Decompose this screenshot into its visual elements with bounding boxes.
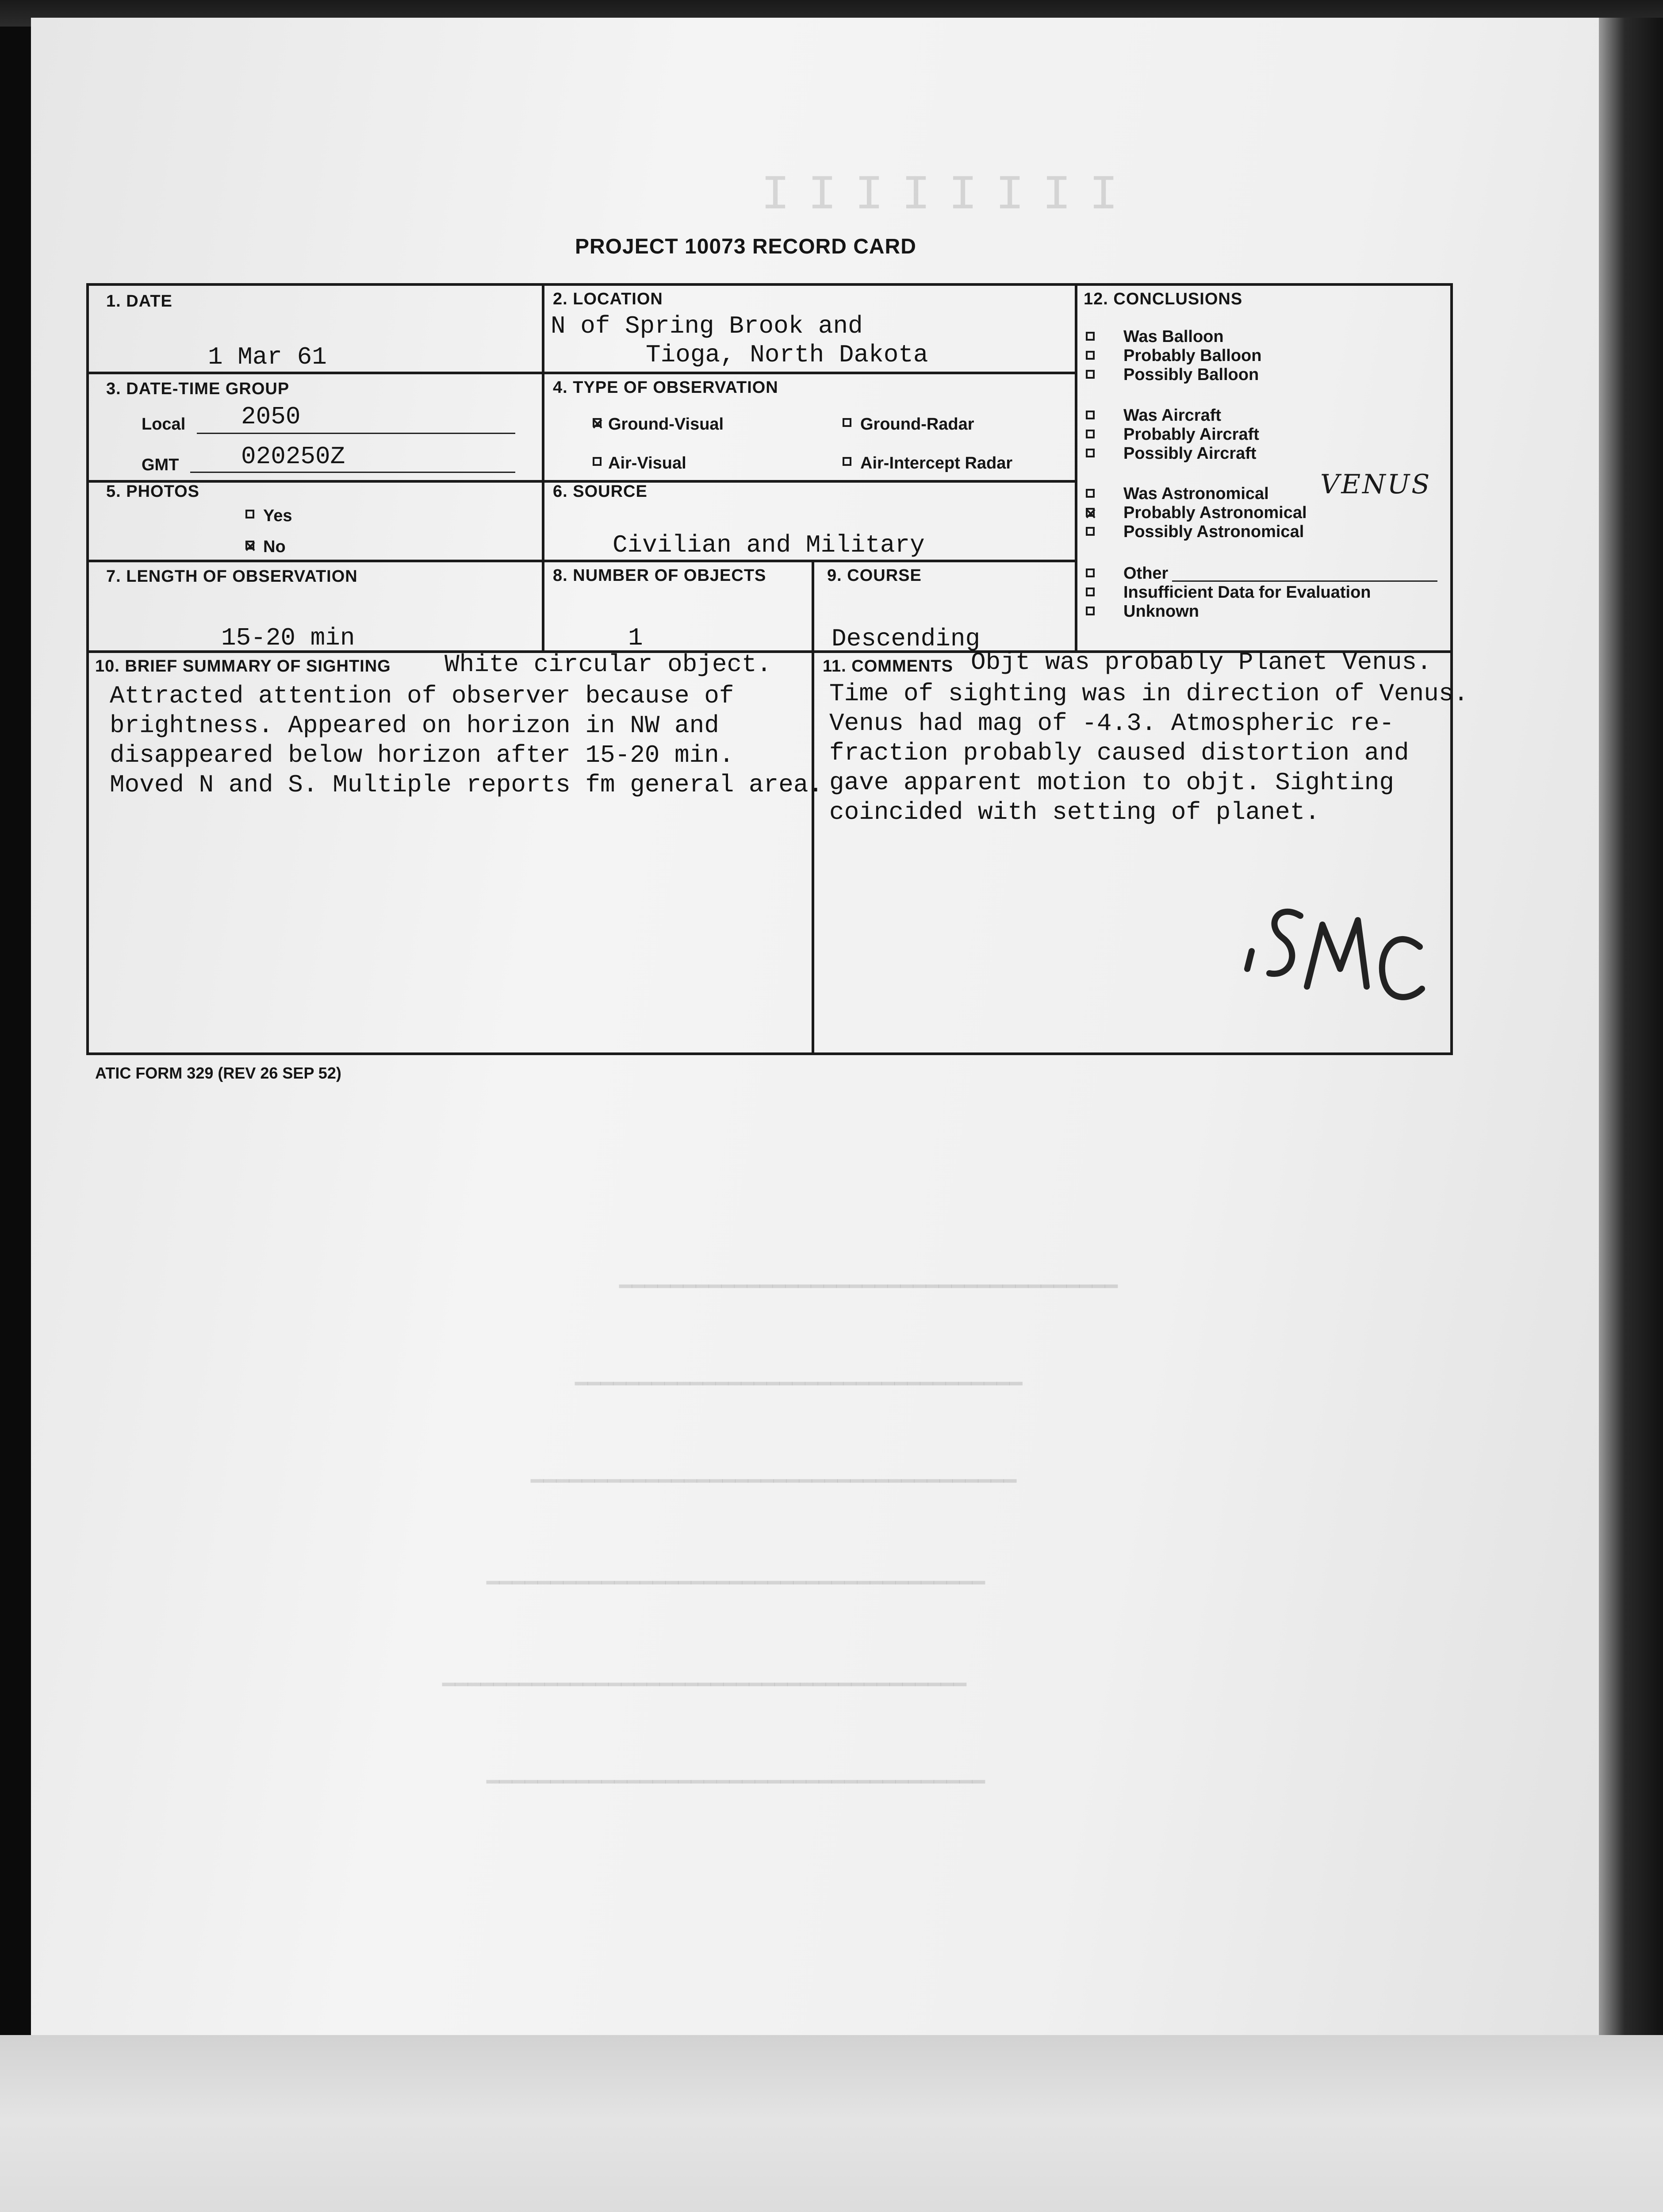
length-of-observation-label: 7. LENGTH OF OBSERVATION bbox=[106, 567, 358, 586]
other-checkbox[interactable] bbox=[1086, 568, 1095, 577]
source-value: Civilian and Military bbox=[613, 531, 925, 559]
bleed-through-text: ━━━━━━━━━━━━━━━━━━━━━━━━━━━━━━━━━━━━━━━━━ bbox=[442, 1674, 966, 1698]
ground-radar-label: Ground-Radar bbox=[860, 415, 974, 434]
ground-visual-label: Ground-Visual bbox=[608, 415, 724, 434]
unknown-label: Unknown bbox=[1123, 602, 1199, 621]
possibly-aircraft-checkbox[interactable] bbox=[1086, 449, 1095, 457]
probably-aircraft-label: Probably Aircraft bbox=[1123, 425, 1259, 444]
gmt-time-value: 020250Z bbox=[241, 442, 345, 471]
insufficient-data-label: Insufficient Data for Evaluation bbox=[1123, 583, 1371, 602]
air-visual-checkbox[interactable] bbox=[593, 457, 602, 466]
other-label: Other bbox=[1123, 564, 1169, 583]
comments-line: Time of sighting was in direction of Venus. bbox=[829, 680, 1469, 708]
was-balloon-label: Was Balloon bbox=[1123, 327, 1224, 346]
possibly-astronomical-label: Possibly Astronomical bbox=[1123, 522, 1304, 541]
possibly-balloon-label: Possibly Balloon bbox=[1123, 365, 1259, 384]
gmt-underline bbox=[190, 472, 515, 473]
was-aircraft-checkbox[interactable] bbox=[1086, 411, 1095, 419]
probably-balloon-label: Probably Balloon bbox=[1123, 346, 1262, 365]
unknown-checkbox[interactable] bbox=[1086, 607, 1095, 615]
bleed-through-text: ━━━━━━━━━━━━━━━━━━━━━━━━━━━━━━━━━━━━━━ bbox=[531, 1471, 1017, 1495]
summary-line: Attracted attention of observer because of bbox=[110, 682, 734, 710]
air-intercept-radar-checkbox[interactable] bbox=[843, 457, 851, 466]
date-time-group-label: 3. DATE-TIME GROUP bbox=[106, 380, 290, 398]
course-value: Descending bbox=[832, 625, 981, 653]
photos-yes-label: Yes bbox=[263, 507, 292, 525]
insufficient-data-checkbox[interactable] bbox=[1086, 588, 1095, 596]
photos-yes-checkbox[interactable] bbox=[245, 510, 254, 518]
air-intercept-radar-label: Air-Intercept Radar bbox=[860, 454, 1013, 472]
was-astronomical-checkbox[interactable] bbox=[1086, 489, 1095, 498]
ground-radar-checkbox[interactable] bbox=[843, 418, 851, 427]
comments-first-line: Objt was probably Planet Venus. bbox=[971, 648, 1432, 676]
location-line2: Tioga, North Dakota bbox=[646, 341, 928, 369]
possibly-astronomical-checkbox[interactable] bbox=[1086, 527, 1095, 536]
course-label: 9. COURSE bbox=[827, 566, 922, 585]
summary-label: 10. BRIEF SUMMARY OF SIGHTING bbox=[95, 657, 391, 676]
summary-line: brightness. Appeared on horizon in NW and bbox=[110, 711, 719, 740]
rule bbox=[86, 372, 1077, 374]
photos-no-label: No bbox=[263, 538, 286, 556]
was-aircraft-label: Was Aircraft bbox=[1123, 406, 1222, 425]
bleed-through-text: ━━━━━━━━━━━━━━━━━━━━━━━━━━━━━━━━━━━━━━━ bbox=[487, 1573, 985, 1597]
summary-line: disappeared below horizon after 15-20 min. bbox=[110, 741, 734, 769]
summary-first-line: White circular object. bbox=[444, 650, 772, 679]
location-line1: N of Spring Brook and bbox=[551, 312, 863, 340]
comments-line: gave apparent motion to objt. Sighting bbox=[829, 768, 1395, 797]
date-label: 1. DATE bbox=[106, 292, 172, 311]
was-balloon-checkbox[interactable] bbox=[1086, 332, 1095, 341]
possibly-balloon-checkbox[interactable] bbox=[1086, 370, 1095, 379]
photos-no-checkbox[interactable] bbox=[245, 541, 254, 549]
local-time-value: 2050 bbox=[241, 403, 301, 431]
probably-astronomical-label: Probably Astronomical bbox=[1123, 503, 1307, 522]
gmt-label: GMT bbox=[142, 456, 179, 474]
probably-balloon-checkbox[interactable] bbox=[1086, 351, 1095, 360]
page-edge-shadow bbox=[1599, 18, 1663, 2035]
film-lower-band bbox=[0, 2035, 1663, 2212]
rule bbox=[542, 283, 544, 653]
photos-label: 5. PHOTOS bbox=[106, 482, 200, 501]
form-id: ATIC FORM 329 (REV 26 SEP 52) bbox=[95, 1064, 341, 1082]
bleed-through-text: ━━━━━━━━━━━━━━━━━━━━━━━━━━━━━━━━━━━ bbox=[575, 1374, 1023, 1398]
rule bbox=[812, 562, 814, 1055]
air-visual-label: Air-Visual bbox=[608, 454, 686, 472]
source-label: 6. SOURCE bbox=[553, 482, 648, 501]
comments-line: fraction probably caused distortion and bbox=[829, 739, 1409, 767]
type-of-observation-label: 4. TYPE OF OBSERVATION bbox=[553, 378, 778, 397]
bleed-through-text: ━━━━━━━━━━━━━━━━━━━━━━━━━━━━━━━━━━━━━━━ bbox=[487, 1772, 985, 1796]
comments-line: Venus had mag of -4.3. Atmospheric re- bbox=[829, 709, 1395, 737]
bleed-through-text: ━━━━━━━━━━━━━━━━━━━━━━━━━━━━━━━━━━━━━━━ bbox=[619, 1276, 1118, 1300]
conclusions-label: 12. CONCLUSIONS bbox=[1084, 290, 1243, 308]
rule bbox=[86, 560, 1077, 562]
other-underline bbox=[1172, 580, 1437, 582]
probably-aircraft-checkbox[interactable] bbox=[1086, 430, 1095, 438]
bleed-through-heading: IIIIIIII bbox=[743, 168, 1119, 223]
summary-line: Moved N and S. Multiple reports fm general area. bbox=[110, 771, 824, 799]
number-of-objects-value: 1 bbox=[628, 624, 643, 652]
number-of-objects-label: 8. NUMBER OF OBJECTS bbox=[553, 566, 766, 585]
rule bbox=[1075, 283, 1077, 653]
local-underline bbox=[197, 433, 515, 434]
local-label: Local bbox=[142, 415, 186, 434]
comments-label: 11. COMMENTS bbox=[823, 657, 953, 676]
comments-line: coincided with setting of planet. bbox=[829, 798, 1320, 826]
handwritten-smc-stamp bbox=[1234, 885, 1429, 1018]
card-title: PROJECT 10073 RECORD CARD bbox=[575, 235, 916, 258]
location-label: 2. LOCATION bbox=[553, 290, 663, 308]
was-astronomical-label: Was Astronomical bbox=[1123, 484, 1269, 503]
ground-visual-checkbox[interactable] bbox=[593, 418, 602, 427]
possibly-aircraft-label: Possibly Aircraft bbox=[1123, 444, 1257, 463]
date-value: 1 Mar 61 bbox=[208, 343, 327, 371]
length-of-observation-value: 15-20 min bbox=[221, 624, 355, 652]
probably-astronomical-checkbox[interactable] bbox=[1086, 508, 1095, 517]
handwritten-venus-note: VENUS bbox=[1320, 469, 1432, 500]
